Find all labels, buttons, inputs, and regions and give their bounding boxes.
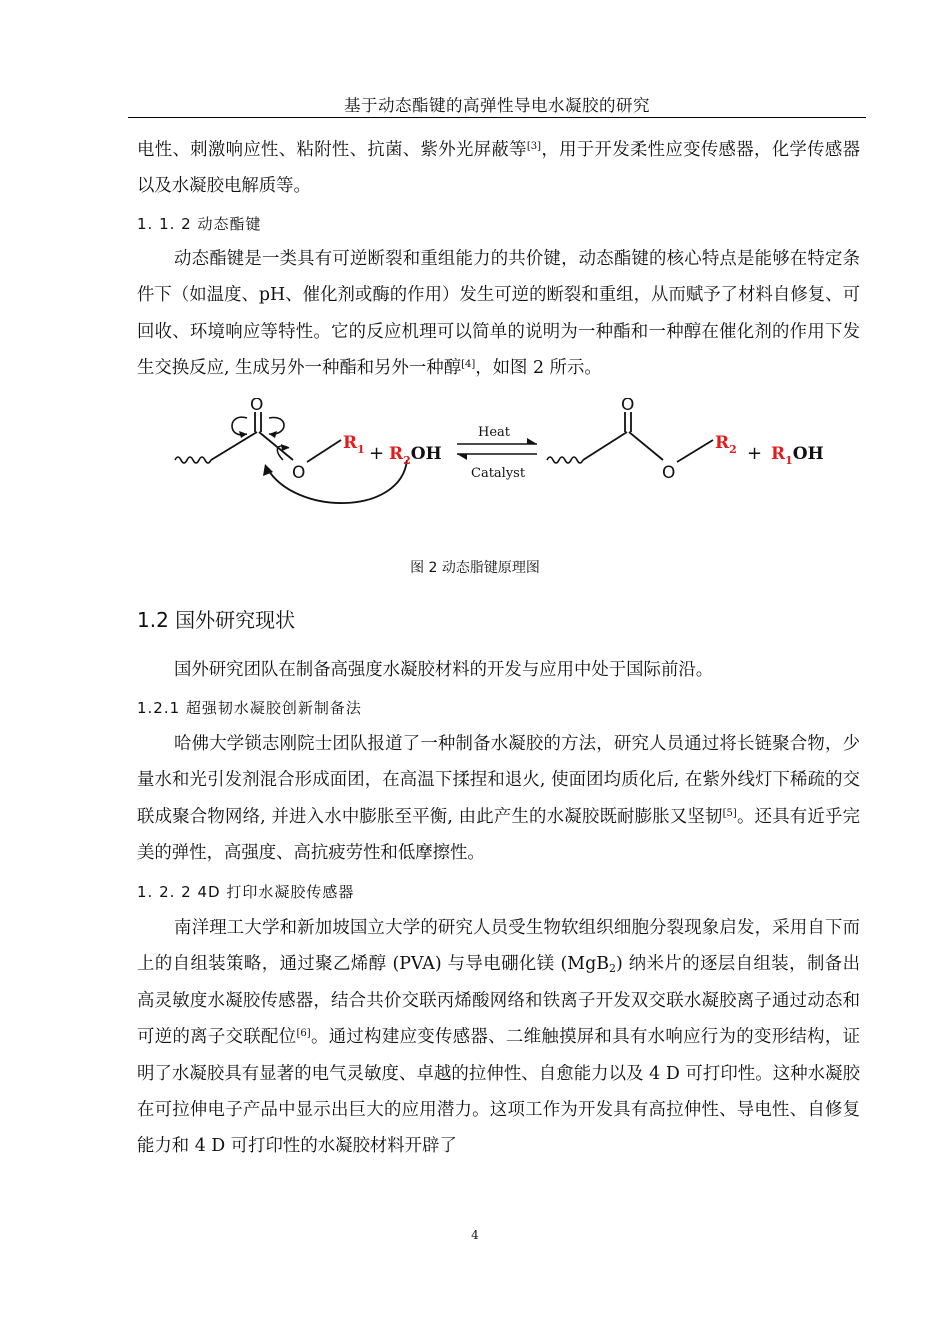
oxygen-label: O (621, 398, 635, 415)
figure-caption: 图 2 动态脂键原理图 (410, 560, 540, 576)
section-heading-1-2-1: 1.2.1 超强韧水凝胶创新制备法 (137, 699, 362, 717)
oxygen-label: O (292, 463, 306, 483)
wavy-bond-left (175, 457, 211, 463)
r2-group-label: $R_2$ (715, 433, 737, 456)
bond-ester-oxygen-right (629, 432, 663, 460)
section-heading-1-2-2: 1. 2. 2 4D 打印水凝胶传感器 (137, 883, 355, 901)
bond-chain-left (211, 432, 257, 460)
header-rule (128, 117, 866, 118)
forward-arrowhead (527, 438, 537, 444)
paragraph-foreign-research: 国外研究团队在制备高强度水凝胶材料的开发与应用中处于国际前沿。 (174, 660, 714, 680)
section-heading-1-1-2: 1. 1. 2 动态酯键 (137, 215, 262, 233)
r1oh-label: $R_1OH$ (771, 444, 824, 467)
paragraph-harvard: 哈佛大学锁志刚院士团队报道了一种制备水凝胶的方法，研究人员通过将长链聚合物，少量水和光引发剂混合形成面团，在高温下揉捏和退火, 使面团均质化后, 在紫外线灯下稀疏的交联成聚合物网络, 并进入水中膨胀至平衡, 由此产生的水凝胶既耐膨胀又坚韧[5]。还具有近乎完美的弹性，高强度、高抗疲劳性和低摩擦性。 (137, 734, 860, 864)
paragraph-dynamic-ester: 动态酯键是一类具有可逆断裂和重组能力的共价键，动态酯键的核心特点是能够在特定条件下（如温度、pH、催化剂或酶的作用）发生可逆的断裂和重组，从而赋予了材料自修复、可回收、环境响应等特性。它的反应机理可以简单的说明为一种酯和一种醇在催化剂的作用下发生交换反应, 生成另外一种酯和另外一种醇[4]，如图 2 所示。 (137, 249, 860, 379)
bond-ester-oxygen-left (259, 432, 293, 460)
paragraph-continuation: 电性、刺激响应性、粘附性、抗菌、紫外光屏蔽等[3]，用于开发柔性应变传感器，化学传感器以及水凝胶电解质等。 (137, 140, 860, 197)
oxygen-label: O (250, 398, 264, 415)
r1-group-label: $R_1$ (343, 433, 365, 456)
citation-ref: [4] (461, 359, 476, 371)
running-header: 基于动态酯键的高弹性导电水凝胶的研究 (344, 96, 650, 115)
citation-ref: [5] (722, 807, 737, 819)
page-number: 4 (471, 1228, 479, 1242)
catalyst-label: Catalyst (471, 466, 526, 481)
arrowhead (281, 444, 289, 451)
oxygen-label: O (662, 463, 676, 483)
heat-label: Heat (478, 425, 511, 440)
plus-sign: + (747, 443, 763, 464)
arrowhead (239, 431, 247, 438)
r2oh-label: $R_2OH$ (389, 444, 442, 467)
section-heading-1-2: 1.2 国外研究现状 (137, 608, 296, 632)
paragraph-ntu-nus: 南洋理工大学和新加坡国立大学的研究人员受生物软组织细胞分裂现象启发，采用自下而上的自组装策略，通过聚乙烯醇 (PVA) 与导电硼化镁 (MgB$_2$) 纳米片的逐层自组装，制备出高灵敏度水凝胶传感器，结合共价交联丙烯酸网络和铁离子开发双交联水凝胶离子通过动态和可逆的离子交联配位[6]。通过构建应变传感器、二维触摸屏和具有水响应行为的变形结构，证明了水凝胶具有显著的电气灵敏度、卓越的拉伸性、自愈能力以及 4 D 可打印性。这种水凝胶在可拉伸电子产品中显示出巨大的应用潜力。这项工作为开发具有高拉伸性、导电性、自修复能力和 4 D 可打印性的水凝胶材料开辟了 (137, 918, 860, 1157)
reaction-scheme-figure (165, 398, 845, 528)
curved-arrow-large (267, 460, 407, 503)
citation-ref: [3] (526, 141, 542, 152)
plus-sign: + (369, 443, 385, 464)
wavy-bond-right (547, 457, 583, 463)
reverse-arrowhead (457, 454, 467, 460)
citation-ref: [6] (296, 1028, 311, 1040)
bond-o-r1 (307, 440, 341, 462)
arrowhead (269, 431, 277, 438)
bond-o-r2 (677, 440, 713, 462)
bond-chain-right (583, 432, 627, 460)
